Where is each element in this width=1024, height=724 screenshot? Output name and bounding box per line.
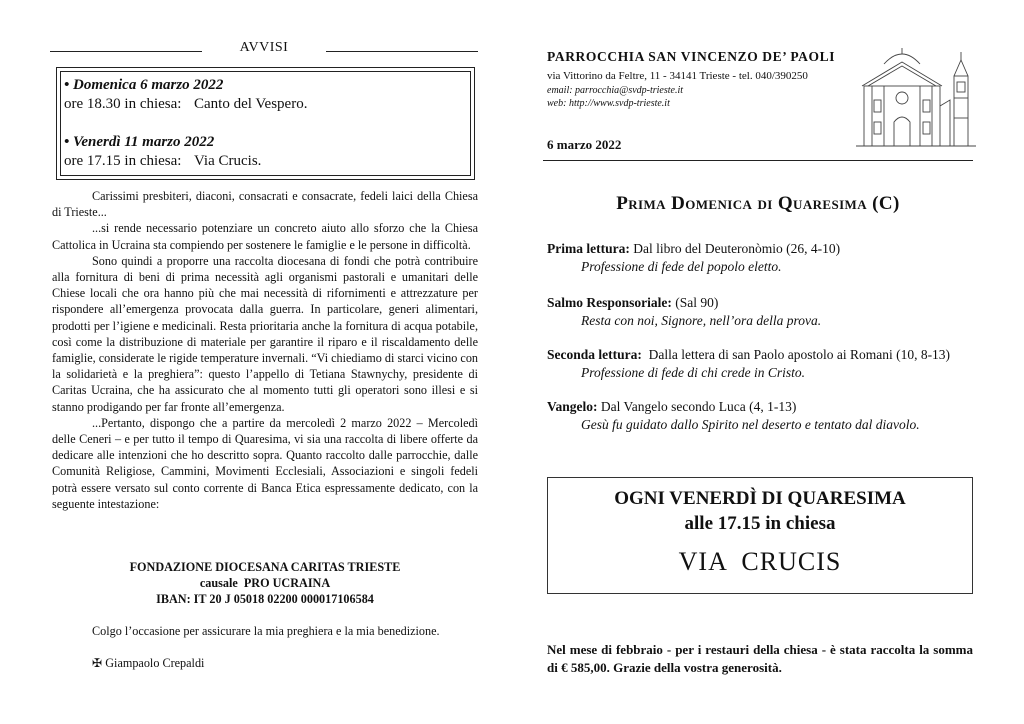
event-1: [64, 76, 307, 114]
reading-text: Dalla lettera di san Paolo apostolo ai Romani (10, 8-13): [641, 347, 951, 362]
avvisi-title: AVVISI: [239, 40, 289, 55]
sunday-title: Prima Domenica di Quaresima (C): [616, 193, 900, 214]
reading-text: Dal libro del Deuteronòmio (26, 4-10): [629, 241, 841, 256]
via-crucis-line2: alle 17.15 in chiesa: [684, 513, 836, 534]
foundation-name: FONDAZIONE DIOCESANA CARITAS TRIESTE: [129, 560, 401, 574]
letter-paragraph: Sono quindi a proporre una raccolta diocesana di fondi che potrà contribuire alla fornitura di beni di prima necessità agli organismi pastorali e umanitari delle Chiese locali che ora hanno più che mai necessità di rifornimenti e attrezzature per rispondere all’emergenza provocata dalla guerra. In particolare, generi alimentari, prodotti per l’igiene e medicinali. Resta prioritaria anche la fornitura di acqua potabile, così come la distribuzione di materiale per garantire il riparo e il riscaldamento delle famiglie, considerate le rigide temperature invernali. “Vi chiediamo di starci vicino con la solidarietà e la preghiera”: questo l’appello di Tetiana Stawnychy, presidente di Caritas Ucraina, che ha assicurato che al momento tutti gli operatori sono illesi e si stanno prodigando per far fronte all’emergenza.: [52, 253, 479, 414]
reading-label: Salmo Responsoriale:: [547, 295, 672, 310]
reading-label: Prima lettura:: [547, 241, 630, 256]
event-date: • Venerdì 11 marzo 2022: [64, 134, 215, 150]
reading-second: [547, 346, 950, 382]
event-2: [64, 133, 261, 171]
reading-psalm: [547, 294, 821, 330]
avvisi-header: [50, 40, 478, 60]
reading-label: Vangelo:: [547, 399, 598, 414]
bank-details: [52, 559, 478, 607]
event-title: Via Crucis.: [194, 153, 262, 169]
restoration-note: Nel mese di febbraio - per i restauri della chiesa - è stata raccolta la somma di € 585,00. Grazie della vostra generosità.: [547, 642, 973, 675]
causale: causale PRO UCRAINA: [199, 576, 331, 590]
event-title: Canto del Vespero.: [194, 96, 308, 112]
reading-label: Seconda lettura:: [547, 347, 642, 362]
letter-paragraph: ...Pertanto, dispongo che a partire da mercoledì 2 marzo 2022 – Mercoledì delle Ceneri – e per tutto il tempo di Quaresima, vi sia una raccolta di libere offerte da dedicare alle intenzioni che ho descritto sopra. Quanto raccolto dalle parrocchie, dalle Comunità Religiose, Cammini, Movimenti Ecclesiali, Associazioni e singoli fedeli potrà essere versato sul conto corrente di Banca Etica espressamente dedicato, con la seguente intestazione:: [52, 415, 478, 511]
parish-web: web: http://www.svdp-trieste.it: [547, 98, 670, 109]
iban: IBAN: IT 20 J 05018 02200 000017106584: [156, 592, 374, 606]
reading-text: Dal Vangelo secondo Luca (4, 1-13): [597, 399, 797, 414]
signature: ✠ Giampaolo Crepaldi: [92, 656, 205, 670]
reading-subtitle: Resta con noi, Signore, nell’ora della prova.: [581, 313, 822, 328]
reading-gospel: [547, 398, 920, 434]
reading-first: [547, 240, 840, 276]
reading-subtitle: Professione di fede di chi crede in Cristo.: [581, 365, 805, 380]
parish-address: via Vittorino da Feltre, 11 - 34141 Trieste - tel. 040/390250: [547, 70, 808, 82]
church-drawing-icon: [854, 46, 978, 152]
bishop-letter: [52, 188, 478, 512]
parish-email: email: parrocchia@svdp-trieste.it: [547, 85, 684, 96]
via-crucis-box: [547, 477, 973, 594]
event-date: • Domenica 6 marzo 2022: [64, 77, 224, 93]
parish-name: PARROCCHIA SAN VINCENZO DE’ PAOLI: [547, 49, 836, 64]
event-time: ore 17.15 in chiesa:: [64, 153, 182, 169]
reading-subtitle: Professione di fede del popolo eletto.: [581, 259, 782, 274]
divider: [543, 160, 973, 161]
letter-paragraph: ...si rende necessario potenziare un concreto aiuto allo sforzo che la Chiesa Cattolica in Ucraina sta compiendo per sostenere le famiglie e le persone in difficoltà.: [52, 221, 478, 252]
via-crucis-line1: OGNI VENERDÌ DI QUARESIMA: [614, 488, 906, 509]
reading-subtitle: Gesù fu guidato dallo Spirito nel deserto e tentato dal diavolo.: [581, 417, 920, 432]
via-crucis-title: VIA CRUCIS: [678, 547, 842, 576]
bulletin-date: 6 marzo 2022: [547, 137, 622, 152]
reading-text: (Sal 90): [671, 295, 719, 310]
divider: [50, 51, 202, 52]
closing-line: Colgo l’occasione per assicurare la mia preghiera e la mia benedizione.: [92, 624, 440, 638]
letter-paragraph: Carissimi presbiteri, diaconi, consacrati e consacrate, fedeli laici della Chiesa di Trieste...: [52, 189, 478, 220]
event-time: ore 18.30 in chiesa:: [64, 96, 182, 112]
divider: [326, 51, 478, 52]
